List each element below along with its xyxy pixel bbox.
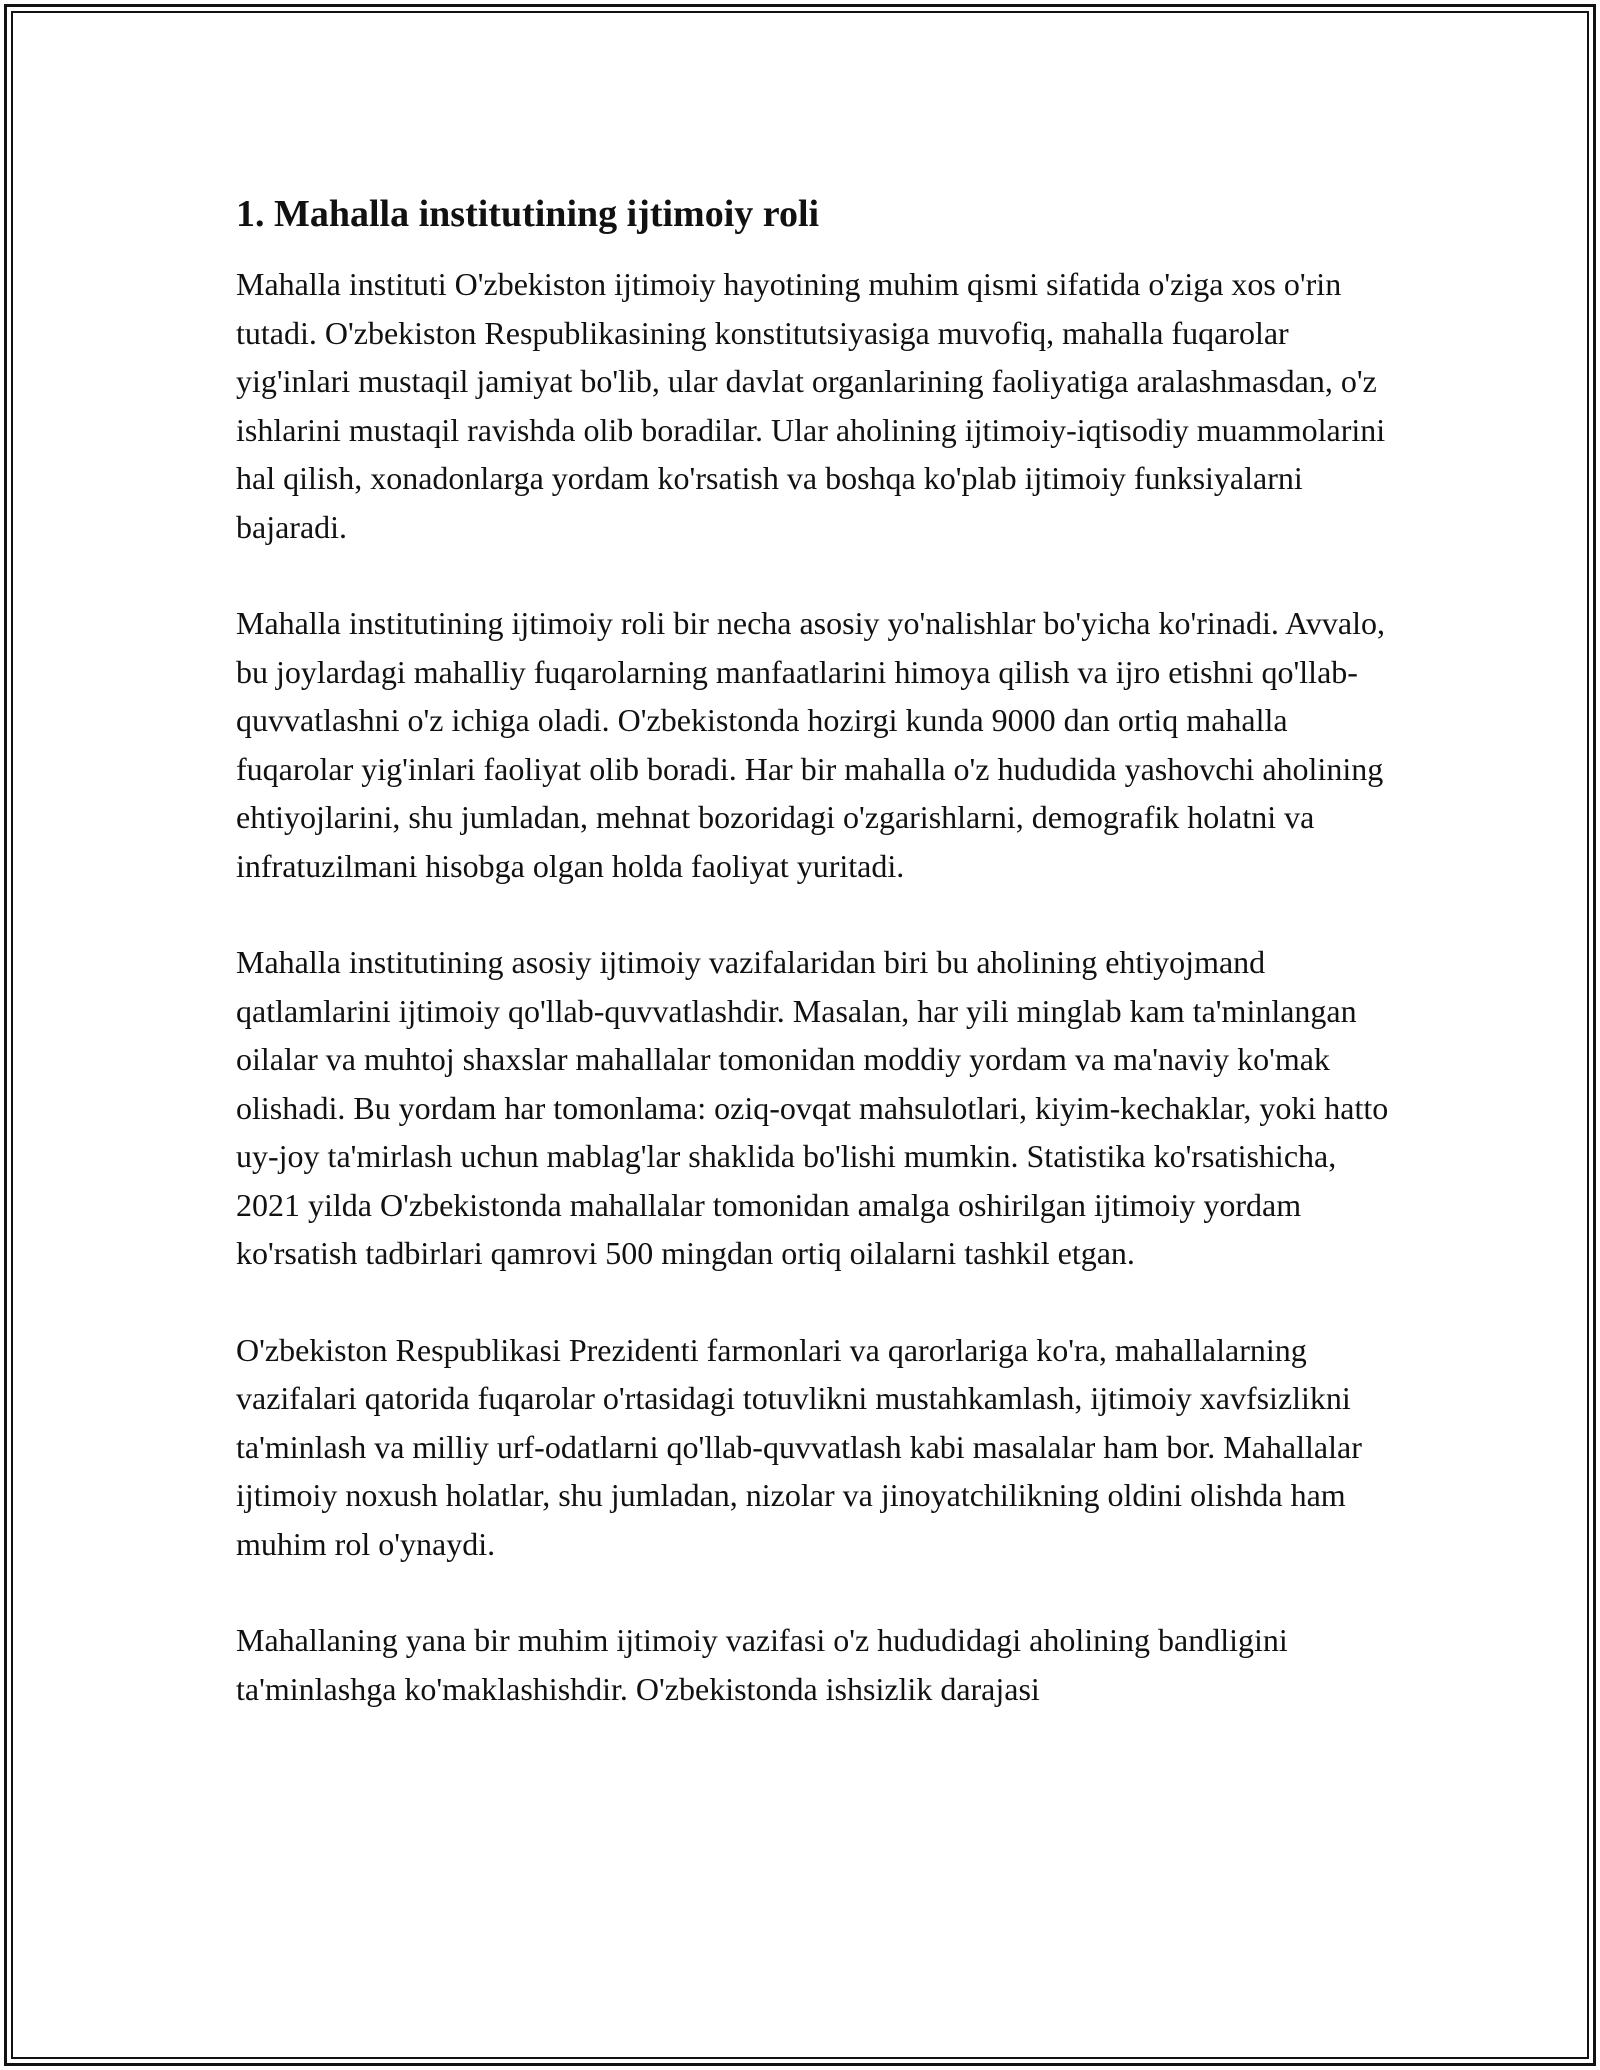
paragraph-2: Mahalla institutining ijtimoiy roli bir necha asosiy yo'nalishlar bo'yicha ko'rinadi. Avvalo, bu joylardagi mahalliy fuqarolarning manfaatlarini himoya qilish va ijro etishni qo'llab-quvvatlashni o'z ichiga oladi. O'zbekistonda hozirgi kunda 9000 dan ortiq mahalla fuqarolar yig'inlari faoliyat olib boradi. Har bir mahalla o'z hududida yashovchi aholining ehtiyojlarini, shu jumladan, mehnat bozoridagi o'zgarishlarni, demografik holatni va infratuzilmani hisobga olgan holda faoliyat yuritadi. (236, 605, 1385, 884)
section-heading: 1. Mahalla institutining ijtimoiy roli (236, 193, 820, 235)
paragraph-4: O'zbekiston Respublikasi Prezidenti farmonlari va qarorlariga ko'ra, mahallalarning vazifalari qatorida fuqarolar o'rtasidagi totuvlikni mustahkamlash, ijtimoiy xavfsizlikni ta'minlash va milliy urf-odatlarni qo'llab-quvvatlash kabi masalalar ham bor. Mahallalar ijtimoiy noxush holatlar, shu jumladan, nizolar va jinoyatchilikning oldini olishda ham muhim rol o'ynaydi. (236, 1331, 1362, 1562)
paragraph-3: Mahalla institutining asosiy ijtimoiy vazifalaridan biri bu aholining ehtiyojmand qatlamlarini ijtimoiy qo'llab-quvvatlashdir. Masalan, har yili minglab kam ta'minlangan oilalar va muhtoj shaxslar mahallalar tomonidan moddiy yordam va ma'naviy ko'mak olishadi. Bu yordam har tomonlama: oziq-ovqat mahsulotlari, kiyim-kechaklar, yoki hatto uy-joy ta'mirlash uchun mablag'lar shaklida bo'lishi mumkin. Statistika ko'rsatishicha, 2021 yilda O'zbekistonda mahallalar tomonidan amalga oshirilgan ijtimoiy yordam ko'rsatish tadbirlari qamrovi 500 mingdan ortiq oilalarni tashkil etgan. (236, 944, 1389, 1271)
document-page (236, 188, 1396, 1761)
paragraph-1: Mahalla instituti O'zbekiston ijtimoiy hayotining muhim qismi sifatida o'ziga xos o'rin tutadi. O'zbekiston Respublikasining konstitutsiyasiga muvofiq, mahalla fuqarolar yig'inlari mustaqil jamiyat bo'lib, ular davlat organlarining faoliyatiga aralashmasdan, o'z ishlarini mustaqil ravishda olib boradilar. Ular aholining ijtimoiy-iqtisodiy muammolarini hal qilish, xonadonlarga yordam ko'rsatish va boshqa ko'plab ijtimoiy funksiyalarni bajaradi. (236, 266, 1386, 545)
paragraph-5: Mahallaning yana bir muhim ijtimoiy vazifasi o'z hududidagi aholining bandligini ta'minlashga ko'maklashishdir. O'zbekistonda ishsizlik darajasi (236, 1622, 1288, 1707)
